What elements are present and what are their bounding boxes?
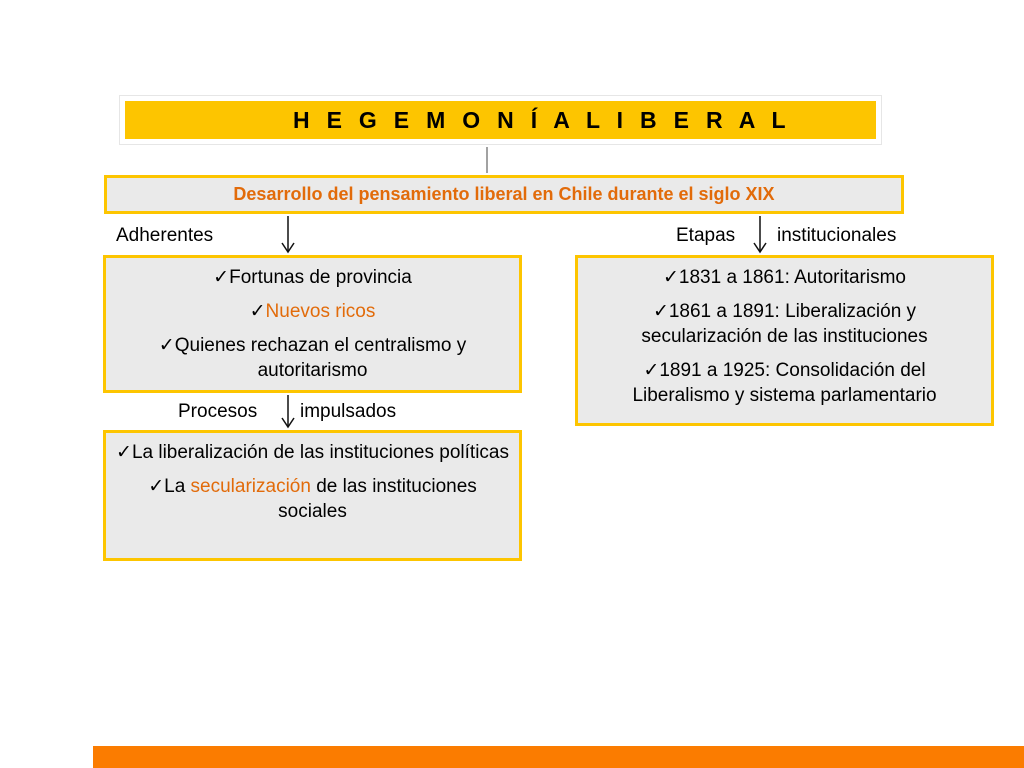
label-adherentes: Adherentes [116,225,214,246]
check-icon: ✓ [643,360,660,381]
label-etapas: Etapas [676,225,736,246]
adherentes-item-2: ✓Nuevos ricos [249,301,376,322]
footer-bar [93,746,1024,768]
diagram-title: H E G E M O N Í A L I B E R A L [125,101,876,139]
arrow-procesos-icon [282,395,294,427]
highlight-secularizacion: secularización [190,476,311,497]
arrow-adherentes-icon [282,216,294,252]
arrow-etapas-icon [754,216,766,252]
check-icon: ✓ [652,301,669,322]
adherentes-item-1: ✓Fortunas de provincia [213,267,412,288]
label-procesos: Procesos [178,401,258,422]
etapas-item-3: ✓1891 a 1925: Consolidación del Liberalismo y sistema parlamentario [632,360,937,406]
subtitle-text: Desarrollo del pensamiento liberal en Chile durante el siglo XIX [233,184,775,204]
check-icon: ✓ [249,301,266,322]
check-icon: ✓ [116,442,132,463]
check-icon: ✓ [158,335,175,356]
check-icon: ✓ [148,476,165,497]
subtitle-box [104,175,904,214]
check-icon: ✓ [662,267,679,288]
etapas-item-1: ✓1831 a 1861: Autoritarismo [662,267,906,288]
label-impulsados: impulsados [300,401,397,422]
adherentes-box [103,255,522,393]
label-institucionales: institucionales [777,225,897,246]
adherentes-item-3: ✓Quienes rechazan el centralismo y autoritarismo [158,335,467,381]
procesos-box [103,430,522,561]
check-icon: ✓ [213,267,230,288]
etapas-box [575,255,994,426]
procesos-item-1: ✓La liberalización de las instituciones políticas [116,442,509,463]
etapas-item-2: ✓1861 a 1891: Liberalización y secularización de las instituciones [641,301,928,347]
procesos-item-2: ✓La secularización de las instituciones sociales [148,476,477,522]
